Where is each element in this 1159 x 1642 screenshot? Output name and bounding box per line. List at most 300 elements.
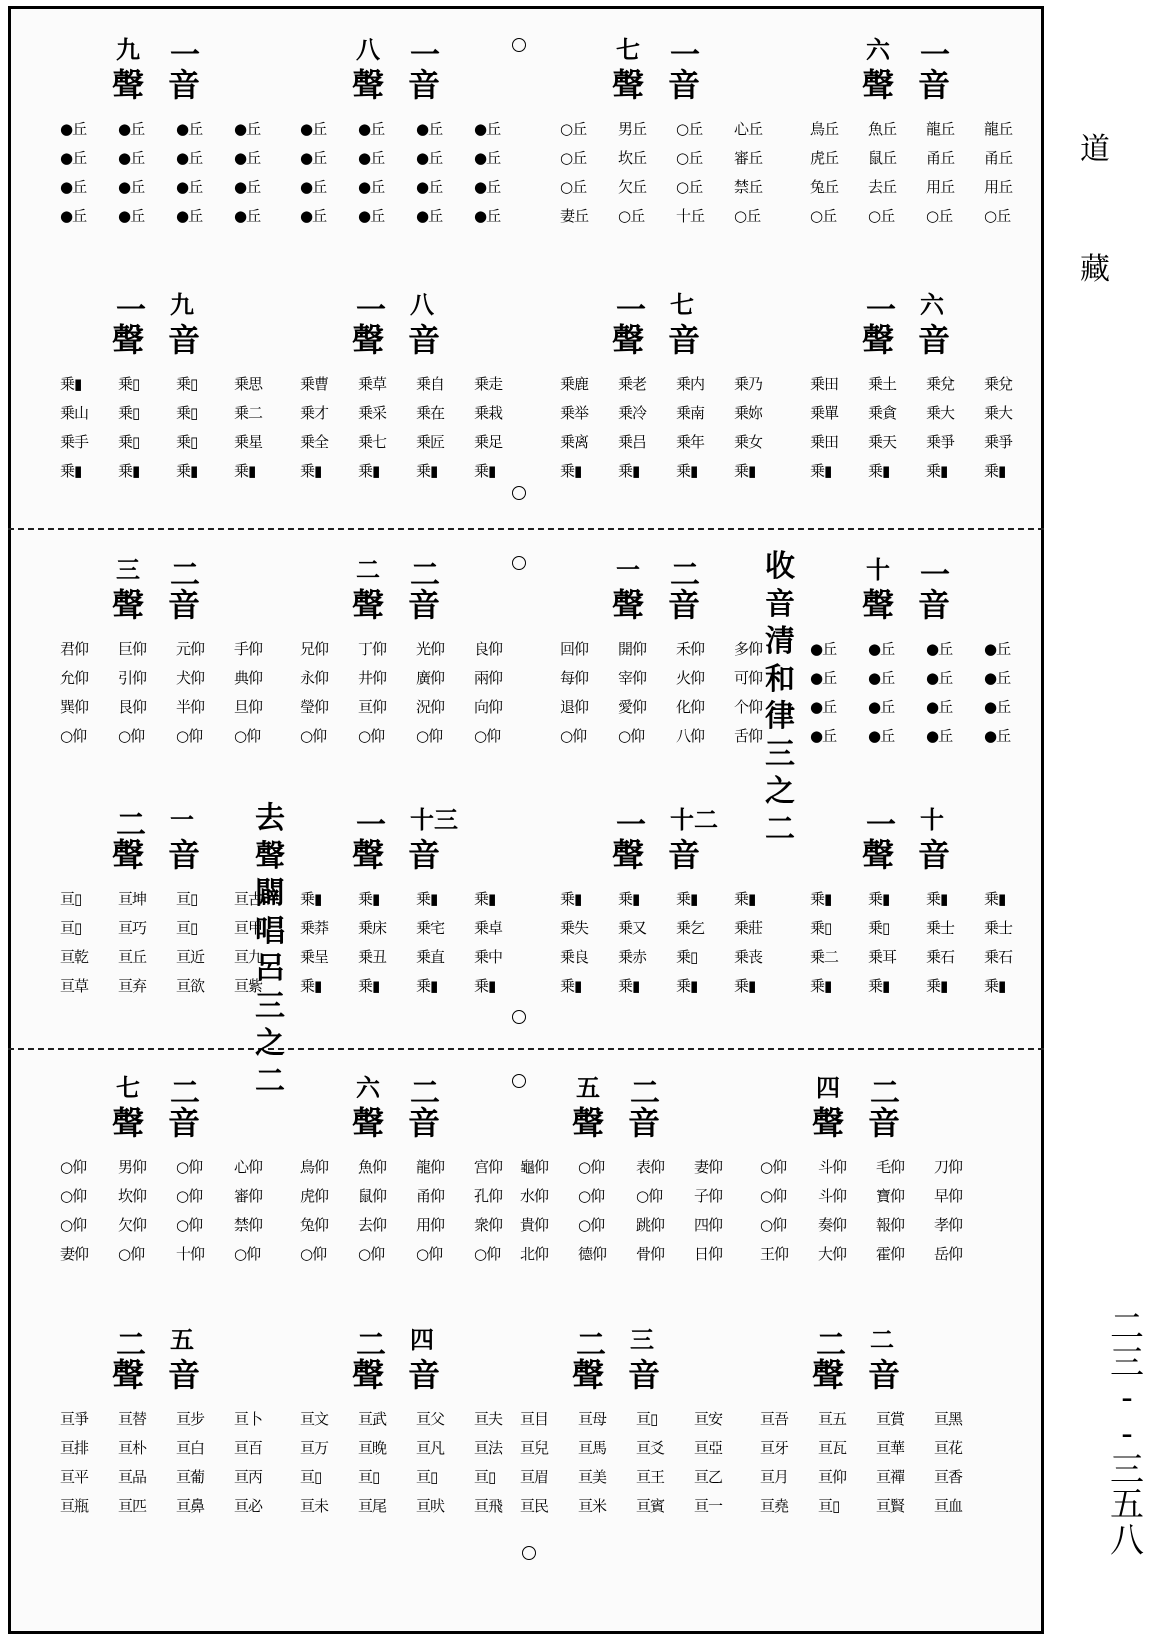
grid-row — [560, 942, 795, 971]
grid-row — [300, 942, 535, 971]
heading-char: 二 — [170, 1076, 200, 1111]
heading-char: 音 — [408, 66, 441, 104]
grid-cell: 亘近 — [176, 948, 205, 966]
grid-cell: 乗床 — [358, 919, 387, 937]
grid-cell: 亘品 — [118, 1468, 147, 1486]
grid-cell: ○丘 — [734, 207, 761, 225]
grid-cell: 孝仰 — [934, 1216, 963, 1234]
grid-cell: ○仰 — [358, 727, 385, 745]
grid-row — [60, 692, 295, 721]
grid-row — [810, 913, 1045, 942]
grid-cell: ●丘 — [868, 727, 895, 745]
grid-cell: 多仰 — [734, 640, 763, 658]
heading-char: 六 — [920, 290, 944, 319]
grid-cell: 亘▯ — [176, 919, 198, 937]
grid-cell: ●丘 — [926, 698, 953, 716]
verse-block — [300, 550, 535, 750]
grid-cell: 乗▮ — [926, 462, 948, 480]
block-heading — [60, 285, 295, 359]
grid-cell: 跳仰 — [636, 1216, 665, 1234]
block-heading — [520, 1068, 755, 1142]
grid-cell: 亘坤 — [118, 890, 147, 908]
grid-cell: 亘爭 — [60, 1410, 89, 1428]
grid-cell: 亘瓶 — [60, 1497, 89, 1515]
grid-cell: ●丘 — [358, 149, 385, 167]
grid-cell: 亘丙 — [234, 1468, 263, 1486]
heading-char: 音 — [868, 1356, 901, 1394]
grid-cell: 乗士 — [984, 919, 1013, 937]
heading-char: 一 — [920, 558, 950, 593]
grid-cell: 乗▮ — [474, 890, 496, 908]
char-grid — [300, 114, 535, 230]
grid-row — [300, 427, 535, 456]
grid-cell: 子仰 — [694, 1187, 723, 1205]
grid-cell: 乗▮ — [60, 375, 82, 393]
heading-char: 聲 — [612, 321, 645, 359]
char-grid — [300, 1152, 535, 1268]
grid-cell: ●丘 — [234, 207, 261, 225]
grid-row — [60, 201, 295, 230]
grid-row — [560, 398, 795, 427]
char-grid — [760, 1152, 995, 1268]
grid-cell: 亘甲 — [234, 919, 263, 937]
grid-row — [810, 369, 1045, 398]
heading-char: 三 — [116, 555, 140, 584]
grid-cell: 乗▮ — [176, 462, 198, 480]
grid-cell: 亘米 — [578, 1497, 607, 1515]
grid-cell: 手仰 — [234, 640, 263, 658]
grid-cell: 乗▮ — [416, 977, 438, 995]
grid-cell: 乗栽 — [474, 404, 503, 422]
grid-cell: 乗吕 — [618, 433, 647, 451]
char-grid — [60, 114, 295, 230]
block-heading — [810, 30, 1045, 104]
grid-cell: 亘葡 — [176, 1468, 205, 1486]
grid-cell: 乗▮ — [984, 462, 1006, 480]
heading-char: 音 — [168, 586, 201, 624]
grid-cell: 乗大 — [984, 404, 1013, 422]
grid-cell: 乗手 — [60, 433, 89, 451]
circle-mark — [512, 1010, 526, 1024]
grid-row — [810, 971, 1045, 1000]
verse-block — [300, 800, 535, 1000]
grid-cell: ●丘 — [300, 149, 327, 167]
grid-cell: 亘目 — [520, 1410, 549, 1428]
grid-cell: 表仰 — [636, 1158, 665, 1176]
grid-cell: 亘王 — [636, 1468, 665, 1486]
grid-cell: ○仰 — [60, 727, 87, 745]
grid-cell: 乗采 — [358, 404, 387, 422]
grid-cell: ●丘 — [358, 120, 385, 138]
grid-cell: 四仰 — [694, 1216, 723, 1234]
grid-cell: ○丘 — [560, 178, 587, 196]
grid-cell: ●丘 — [868, 698, 895, 716]
grid-cell: 岳仰 — [934, 1245, 963, 1263]
grid-cell: 乗冷 — [618, 404, 647, 422]
grid-cell: 亘替 — [118, 1410, 147, 1428]
grid-cell: 亘月 — [760, 1468, 789, 1486]
grid-cell: 亘堯 — [760, 1497, 789, 1515]
grid-cell: ○仰 — [176, 727, 203, 745]
grid-row — [60, 1491, 295, 1520]
grid-cell: 魚仰 — [358, 1158, 387, 1176]
heading-char: 一 — [866, 293, 896, 328]
grid-cell: 亘武 — [358, 1410, 387, 1428]
char-grid — [300, 1404, 535, 1520]
grid-cell: 乗匠 — [416, 433, 445, 451]
grid-cell: ○仰 — [760, 1187, 787, 1205]
grid-cell: 用仰 — [416, 1216, 445, 1234]
grid-cell: ○丘 — [810, 207, 837, 225]
grid-cell: 井仰 — [358, 669, 387, 687]
grid-cell: ○仰 — [416, 727, 443, 745]
grid-cell: 禁仰 — [234, 1216, 263, 1234]
grid-cell: 乗單 — [810, 404, 839, 422]
heading-char: 二 — [356, 1328, 386, 1363]
grid-cell: 乗▯ — [118, 404, 140, 422]
grid-row — [810, 721, 1045, 750]
grid-cell: 亘万 — [300, 1439, 329, 1457]
circle-mark — [512, 486, 526, 500]
grid-cell: 乗兌 — [926, 375, 955, 393]
grid-cell: 坎丘 — [618, 149, 647, 167]
grid-cell: 亘▯ — [60, 890, 82, 908]
grid-cell: 乗耳 — [868, 948, 897, 966]
circle-mark — [512, 38, 526, 52]
grid-cell: 乗二 — [810, 948, 839, 966]
grid-cell: 亘欲 — [176, 977, 205, 995]
grid-cell: 十丘 — [676, 207, 705, 225]
grid-cell: 乗▮ — [618, 462, 640, 480]
grid-cell: 霍仰 — [876, 1245, 905, 1263]
grid-row — [60, 1239, 295, 1268]
grid-cell: 乗▮ — [734, 890, 756, 908]
heading-char: 一 — [170, 38, 200, 73]
grid-cell: 乗▮ — [734, 977, 756, 995]
verse-block — [810, 285, 1045, 485]
grid-cell: 乗大 — [926, 404, 955, 422]
grid-row — [810, 634, 1045, 663]
grid-cell: ●丘 — [60, 120, 87, 138]
grid-row — [760, 1239, 995, 1268]
grid-cell: 虎丘 — [810, 149, 839, 167]
grid-cell: 乗呈 — [300, 948, 329, 966]
grid-cell: 乗▮ — [810, 890, 832, 908]
grid-cell: 乗▮ — [560, 462, 582, 480]
heading-char: 音 — [168, 321, 201, 359]
grid-cell: 骨仰 — [636, 1245, 665, 1263]
grid-cell: 乗▮ — [474, 462, 496, 480]
grid-row — [300, 971, 535, 1000]
heading-char: 聲 — [352, 66, 385, 104]
grid-cell: 亘禪 — [876, 1468, 905, 1486]
grid-cell: ●丘 — [358, 207, 385, 225]
grid-cell: ○丘 — [676, 178, 703, 196]
heading-char: 一 — [920, 38, 950, 73]
circle-mark — [522, 1546, 536, 1560]
grid-cell: ○丘 — [560, 149, 587, 167]
heading-char: 音 — [628, 1104, 661, 1142]
page-number: 二 三 - - 三 五 八 — [1110, 1307, 1144, 1562]
grid-cell: 乗南 — [676, 404, 705, 422]
verse-block — [520, 1320, 755, 1520]
grid-cell: ○仰 — [416, 1245, 443, 1263]
grid-cell: 宰仰 — [618, 669, 647, 687]
grid-row — [560, 369, 795, 398]
grid-cell: ●丘 — [474, 120, 501, 138]
grid-cell: 大仰 — [818, 1245, 847, 1263]
heading-char: 二 — [116, 808, 146, 843]
heading-char: 聲 — [112, 66, 145, 104]
grid-cell: ○仰 — [176, 1187, 203, 1205]
grid-cell: ●丘 — [60, 207, 87, 225]
grid-cell: 舌仰 — [734, 727, 763, 745]
grid-cell: 亘必 — [234, 1497, 263, 1515]
grid-cell: 八仰 — [676, 727, 705, 745]
grid-cell: ○仰 — [760, 1158, 787, 1176]
grid-row — [560, 884, 795, 913]
grid-row — [60, 721, 295, 750]
grid-row — [60, 143, 295, 172]
grid-cell: ●丘 — [176, 120, 203, 138]
verse-block — [60, 30, 295, 230]
grid-cell: ●丘 — [984, 698, 1011, 716]
grid-cell: ○仰 — [176, 1216, 203, 1234]
grid-cell: 乗举 — [560, 404, 589, 422]
grid-cell: ○丘 — [560, 120, 587, 138]
grid-cell: 亘花 — [934, 1439, 963, 1457]
grid-cell: 亘夫 — [474, 1410, 503, 1428]
grid-cell: 男丘 — [618, 120, 647, 138]
grid-cell: 火仰 — [676, 669, 705, 687]
grid-cell: 亘朴 — [118, 1439, 147, 1457]
grid-cell: ●丘 — [60, 149, 87, 167]
grid-cell: ○仰 — [60, 1187, 87, 1205]
grid-row — [300, 456, 535, 485]
grid-cell: 亘乾 — [60, 948, 89, 966]
grid-row — [520, 1462, 755, 1491]
grid-cell: ○丘 — [926, 207, 953, 225]
grid-cell: 亘排 — [60, 1439, 89, 1457]
grid-cell: ●丘 — [868, 669, 895, 687]
grid-cell: 每仰 — [560, 669, 589, 687]
heading-char: 音 — [918, 321, 951, 359]
grid-cell: 亘牙 — [760, 1439, 789, 1457]
heading-char: 十三 — [410, 805, 458, 834]
grid-cell: 乗▮ — [300, 462, 322, 480]
grid-row — [810, 884, 1045, 913]
grid-cell: 乗石 — [984, 948, 1013, 966]
grid-row — [560, 456, 795, 485]
grid-cell: 乗女 — [734, 433, 763, 451]
char-grid — [300, 369, 535, 485]
heading-char: 音 — [168, 1104, 201, 1142]
grid-row — [760, 1404, 995, 1433]
grid-cell: 乗草 — [358, 375, 387, 393]
heading-char: 聲 — [612, 836, 645, 874]
grid-cell: 亘乙 — [694, 1468, 723, 1486]
heading-char: 音 — [668, 66, 701, 104]
grid-row — [300, 369, 535, 398]
grid-cell: 甬丘 — [926, 149, 955, 167]
heading-char: 二 — [576, 1328, 606, 1363]
grid-cell: 乗▯ — [118, 375, 140, 393]
grid-cell: ○丘 — [984, 207, 1011, 225]
grid-cell: 孔仰 — [474, 1187, 503, 1205]
grid-cell: 向仰 — [474, 698, 503, 716]
grid-cell: 乗▮ — [868, 890, 890, 908]
grid-cell: ●丘 — [118, 207, 145, 225]
block-heading — [300, 1320, 535, 1394]
heading-char: 音 — [918, 586, 951, 624]
grid-cell: 亘母 — [578, 1410, 607, 1428]
grid-cell: 亘卜 — [234, 1410, 263, 1428]
grid-cell: 乗▮ — [416, 890, 438, 908]
grid-row — [60, 1404, 295, 1433]
grid-cell: ○仰 — [176, 1158, 203, 1176]
grid-cell: 心仰 — [234, 1158, 263, 1176]
grid-cell: ●丘 — [984, 727, 1011, 745]
grid-cell: 亘▯ — [474, 1468, 496, 1486]
grid-cell: 亘▯ — [358, 1468, 380, 1486]
grid-cell: 巨仰 — [118, 640, 147, 658]
grid-cell: 心丘 — [734, 120, 763, 138]
heading-char: 音 — [408, 1356, 441, 1394]
heading-char: 七 — [616, 35, 640, 64]
heading-char: 六 — [866, 35, 890, 64]
grid-row — [760, 1152, 995, 1181]
grid-cell: 去丘 — [868, 178, 897, 196]
grid-cell: 乗▮ — [300, 890, 322, 908]
heading-char: 二 — [630, 1076, 660, 1111]
heading-char: 七 — [670, 290, 694, 319]
grid-cell: 乗莽 — [300, 919, 329, 937]
heading-char: 二 — [356, 555, 380, 584]
grid-row — [300, 1239, 535, 1268]
grid-cell: 亘鼻 — [176, 1497, 205, 1515]
grid-cell: 亘尾 — [358, 1497, 387, 1515]
heading-char: 聲 — [612, 586, 645, 624]
grid-row — [760, 1210, 995, 1239]
grid-cell: 乗思 — [234, 375, 263, 393]
grid-cell: 乗爭 — [926, 433, 955, 451]
grid-cell: 用丘 — [984, 178, 1013, 196]
grid-cell: 良仰 — [474, 640, 503, 658]
grid-cell: 乗▮ — [358, 890, 380, 908]
grid-cell: 亘百 — [234, 1439, 263, 1457]
grid-cell: 亘賞 — [876, 1410, 905, 1428]
heading-char: 音 — [408, 836, 441, 874]
grid-cell: 北仰 — [520, 1245, 549, 1263]
heading-char: 八 — [356, 35, 380, 64]
grid-cell: 亘▯ — [300, 1468, 322, 1486]
grid-cell: ●丘 — [810, 640, 837, 658]
grid-cell: 乗才 — [300, 404, 329, 422]
grid-row — [520, 1152, 755, 1181]
grid-cell: 乗▮ — [676, 890, 698, 908]
heading-char: 二 — [410, 558, 440, 593]
grid-row — [60, 172, 295, 201]
grid-cell: 乗乞 — [676, 919, 705, 937]
grid-cell: 奏仰 — [818, 1216, 847, 1234]
grid-cell: 龍仰 — [416, 1158, 445, 1176]
section-divider — [8, 1048, 1044, 1050]
grid-cell: 乗赤 — [618, 948, 647, 966]
heading-char: 音 — [168, 66, 201, 104]
grid-row — [60, 1210, 295, 1239]
grid-cell: ○丘 — [676, 149, 703, 167]
heading-char: 音 — [868, 1104, 901, 1142]
grid-cell: 亘平 — [60, 1468, 89, 1486]
heading-char: 聲 — [112, 321, 145, 359]
grid-cell: 亘▯ — [416, 1468, 438, 1486]
grid-cell: 王仰 — [760, 1245, 789, 1263]
grid-cell: 禁丘 — [734, 178, 763, 196]
heading-char: 聲 — [612, 66, 645, 104]
grid-cell: 乗内 — [676, 375, 705, 393]
grid-cell: 龍丘 — [984, 120, 1013, 138]
grid-cell: ○仰 — [300, 727, 327, 745]
grid-cell: 兔丘 — [810, 178, 839, 196]
grid-cell: 乗爭 — [984, 433, 1013, 451]
grid-cell: 元仰 — [176, 640, 205, 658]
grid-cell: ○仰 — [560, 727, 587, 745]
heading-char: 音 — [628, 1356, 661, 1394]
grid-cell: 亘九 — [234, 948, 263, 966]
grid-cell: 亘晚 — [358, 1439, 387, 1457]
grid-cell: 乗二 — [234, 404, 263, 422]
heading-char: 聲 — [862, 836, 895, 874]
grid-cell: 貴仰 — [520, 1216, 549, 1234]
grid-cell: 乗▮ — [358, 977, 380, 995]
heading-char: 音 — [918, 66, 951, 104]
grid-cell: 乗中 — [474, 948, 503, 966]
grid-cell: 鼠仰 — [358, 1187, 387, 1205]
grid-cell: 刀仰 — [934, 1158, 963, 1176]
grid-cell: ○仰 — [234, 727, 261, 745]
vertical-heading: 去 聲 闢 唱 呂 三 之 二 — [255, 801, 285, 1099]
block-heading — [300, 30, 535, 104]
grid-row — [60, 369, 295, 398]
grid-cell: 甬丘 — [984, 149, 1013, 167]
grid-cell: 犬仰 — [176, 669, 205, 687]
circle-mark — [512, 1074, 526, 1088]
heading-char: 聲 — [112, 836, 145, 874]
grid-cell: 乗又 — [618, 919, 647, 937]
heading-char: 一 — [616, 808, 646, 843]
grid-cell: 丁仰 — [358, 640, 387, 658]
heading-char: 九 — [116, 35, 140, 64]
grid-cell: 引仰 — [118, 669, 147, 687]
grid-cell: 鳥仰 — [300, 1158, 329, 1176]
grid-row — [520, 1491, 755, 1520]
grid-cell: 乗莊 — [734, 919, 763, 937]
grid-cell: 乗▯ — [676, 948, 698, 966]
grid-cell: 乗▮ — [618, 890, 640, 908]
grid-cell: ●丘 — [416, 207, 443, 225]
grid-cell: 乗乃 — [734, 375, 763, 393]
verse-block — [810, 30, 1045, 230]
grid-row — [810, 201, 1045, 230]
heading-char: 四 — [410, 1325, 434, 1354]
grid-row — [60, 456, 295, 485]
grid-row — [300, 913, 535, 942]
grid-cell: ●丘 — [868, 640, 895, 658]
grid-cell: ○仰 — [118, 727, 145, 745]
grid-cell: 毛仰 — [876, 1158, 905, 1176]
grid-cell: 亘一 — [694, 1497, 723, 1515]
grid-cell: 乗士 — [926, 919, 955, 937]
